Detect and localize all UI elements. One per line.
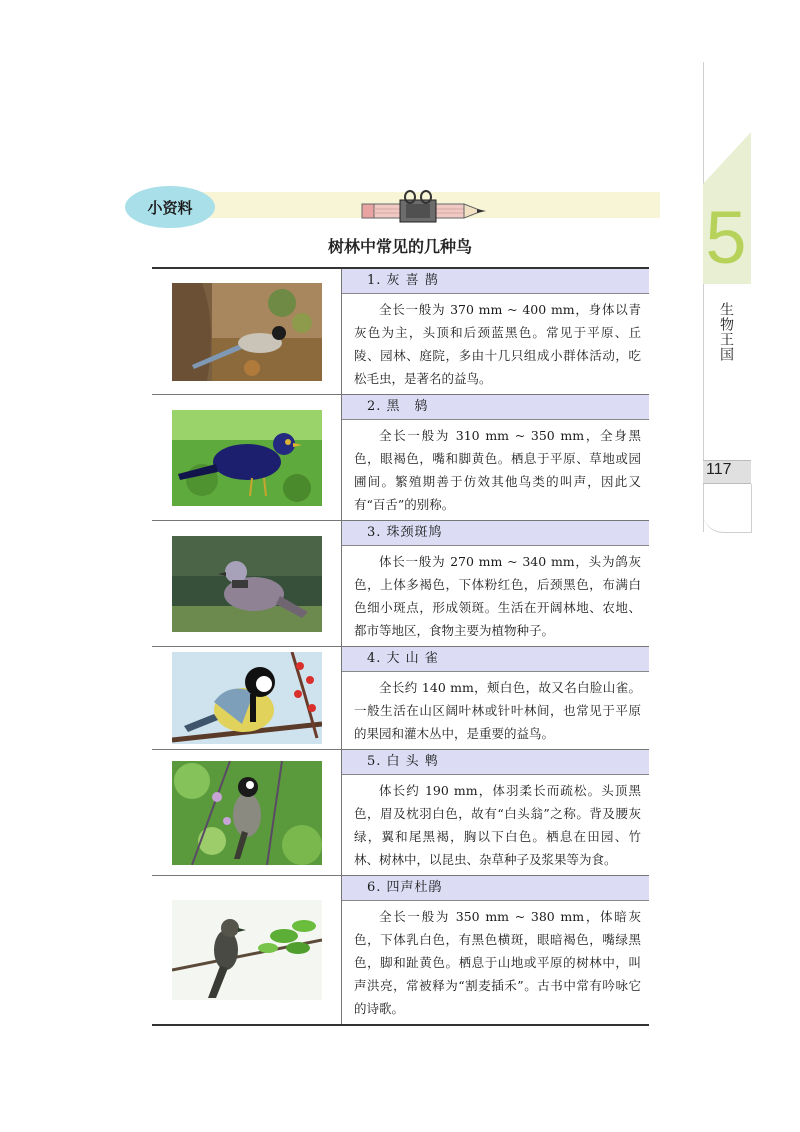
- chapter-title: 生物王国: [718, 302, 734, 362]
- table-title: 树林中常见的几种鸟: [327, 237, 472, 256]
- bird-name: 3. 珠颈斑鸠: [342, 521, 649, 546]
- page-number: 117: [706, 461, 732, 478]
- great-tit-photo: [172, 652, 322, 744]
- table-row: [152, 876, 649, 1024]
- bird-name: 1. 灰 喜 鹊: [342, 269, 649, 294]
- bird-description: 体长约 190 mm，体羽柔长而疏松。头顶黑色，眉及枕羽白色，故有“白头翁”之称。背及腰灰绿，翼和尾黑褐，胸以下白色。栖息在田园、竹林、树林中，以昆虫、杂草种子及浆果等为食。: [354, 783, 641, 867]
- indian-cuckoo-photo: [172, 900, 322, 1000]
- blackbird-photo: [172, 410, 322, 506]
- spotted-dove-photo: [172, 536, 322, 632]
- bird-description: 全长约 140 mm，颊白色，故又名白脸山雀。一般生活在山区阔叶林或针叶林间，也常见于平原的果园和灌木丛中，是重要的益鸟。: [354, 680, 641, 741]
- bird-description: 体长一般为 270 mm ~ 340 mm，头为鸽灰色，上体多褐色，下体粉红色，后颈黑色，布满白色细小斑点，形成领斑。生活在开阔林地、农地、都市等地区，食物主要为植物种子。: [354, 554, 641, 638]
- bird-description: 全长一般为 350 mm ~ 380 mm，体暗灰色，下体乳白色，有黑色横斑，眼暗褐色，嘴绿黑色，脚和趾黄色。栖息于山地或平原的树林中，叫声洪亮，常被释为“割麦插禾”。古书中常有吟咏它的诗歌。: [354, 909, 641, 1016]
- info-badge: 小资料: [125, 186, 215, 228]
- pencil-icon: [360, 190, 490, 228]
- bird-description: 全长一般为 370 mm ~ 400 mm，身体以青灰色为主，头顶和后颈蓝黑色。常见于平原、丘陵、园林、庭院，多由十几只组成小群体活动，吃松毛虫，是著名的益鸟。: [354, 302, 641, 386]
- table-row: [152, 647, 649, 750]
- margin-tab-lower: [703, 484, 752, 533]
- table-row: [152, 269, 649, 395]
- light-vented-bulbul-photo: [172, 761, 322, 865]
- table-row: [152, 750, 649, 876]
- bird-table: [152, 267, 649, 1026]
- bird-name: 2. 黑 鸫: [342, 395, 649, 420]
- table-row: [152, 395, 649, 521]
- table-row: [152, 521, 649, 647]
- bird-name: 4. 大 山 雀: [342, 647, 649, 672]
- azure-winged-magpie-photo: [172, 283, 322, 381]
- chapter-number: 5: [705, 196, 747, 279]
- chapter-tab-corner: [703, 132, 751, 184]
- bird-name: 5. 白 头 鹎: [342, 750, 649, 775]
- bird-description: 全长一般为 310 mm ~ 350 mm，全身黑色，眼褐色，嘴和脚黄色。栖息于平原、草地或园圃间。繁殖期善于仿效其他鸟类的叫声，因此又有“百舌”的别称。: [354, 428, 641, 512]
- bird-name: 6. 四声杜鹃: [342, 876, 649, 901]
